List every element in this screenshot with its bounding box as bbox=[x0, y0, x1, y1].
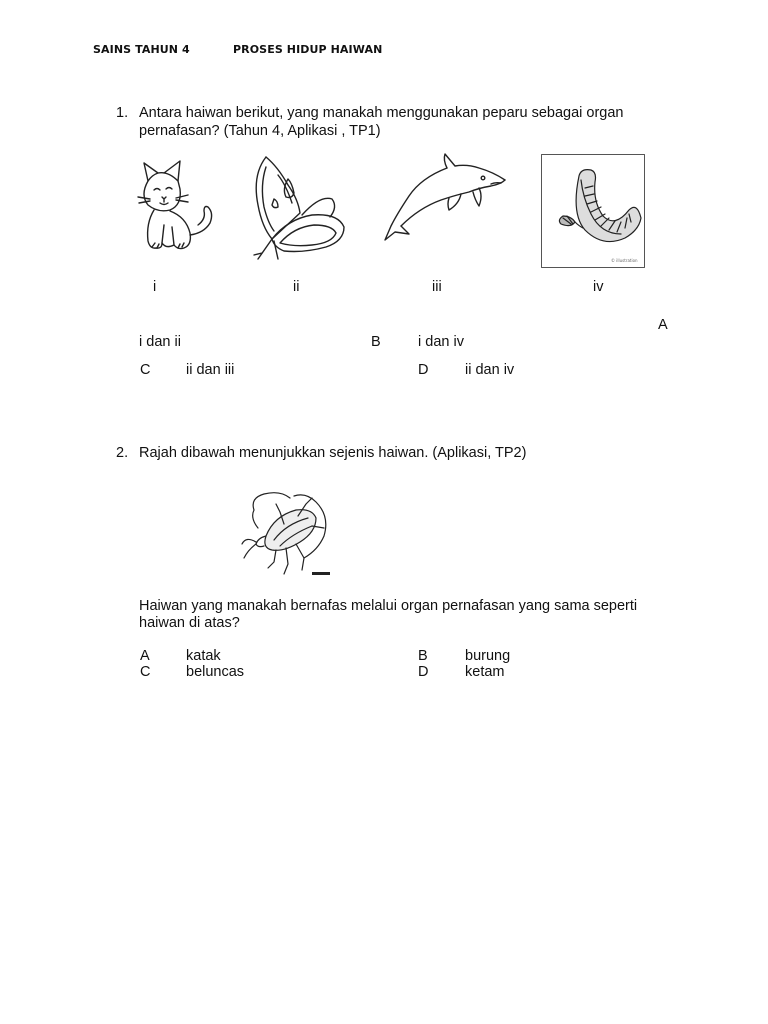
q2-number: 2. bbox=[116, 445, 129, 461]
q1-label-iv: iv bbox=[593, 279, 604, 295]
q2-option-d-letter: D bbox=[418, 664, 429, 680]
q1-label-i: i bbox=[153, 279, 157, 295]
cat-picture bbox=[134, 155, 219, 255]
q1-text-line1: Antara haiwan berikut, yang manakah menggunakan peparu sebagai organ bbox=[139, 105, 624, 121]
q1-option-a-letter: A bbox=[658, 317, 668, 333]
q2-option-a-text: katak bbox=[186, 648, 221, 664]
q2-option-d-text: ketam bbox=[465, 664, 505, 680]
worm-picture bbox=[541, 154, 645, 268]
dolphin-picture bbox=[383, 152, 511, 244]
butterfly-picture bbox=[248, 155, 348, 267]
q1-option-c-letter: C bbox=[140, 362, 151, 378]
header-subject: SAINS TAHUN 4 bbox=[93, 43, 190, 56]
svg-text:© illustration: © illustration bbox=[611, 258, 638, 263]
q1-text-line2: pernafasan? (Tahun 4, Aplikasi , TP1) bbox=[139, 123, 381, 139]
q1-label-iii: iii bbox=[432, 279, 442, 295]
q2-option-c-text: beluncas bbox=[186, 664, 245, 680]
q1-option-a-text: i dan ii bbox=[139, 334, 181, 350]
q2-option-b-letter: B bbox=[418, 648, 428, 664]
q1-option-b-text: i dan iv bbox=[418, 334, 464, 350]
q1-number: 1. bbox=[116, 105, 129, 121]
q2-option-b-text: burung bbox=[465, 648, 511, 664]
q2-option-a-letter: A bbox=[140, 648, 150, 664]
header-topic: PROSES HIDUP HAIWAN bbox=[233, 43, 383, 56]
q1-option-c-text: ii dan iii bbox=[186, 362, 235, 378]
q2-prompt-line2: haiwan di atas? bbox=[139, 615, 240, 631]
q1-option-b-letter: B bbox=[371, 334, 381, 350]
cockroach-picture bbox=[240, 488, 334, 580]
q2-option-c-letter: C bbox=[140, 664, 151, 680]
q1-label-ii: ii bbox=[293, 279, 300, 295]
q2-text: Rajah dibawah menunjukkan sejenis haiwan. (Aplikasi, TP2) bbox=[139, 445, 527, 461]
q1-option-d-letter: D bbox=[418, 362, 429, 378]
q2-prompt-line1: Haiwan yang manakah bernafas melalui organ pernafasan yang sama seperti bbox=[139, 598, 638, 614]
q1-option-d-text: ii dan iv bbox=[465, 362, 515, 378]
